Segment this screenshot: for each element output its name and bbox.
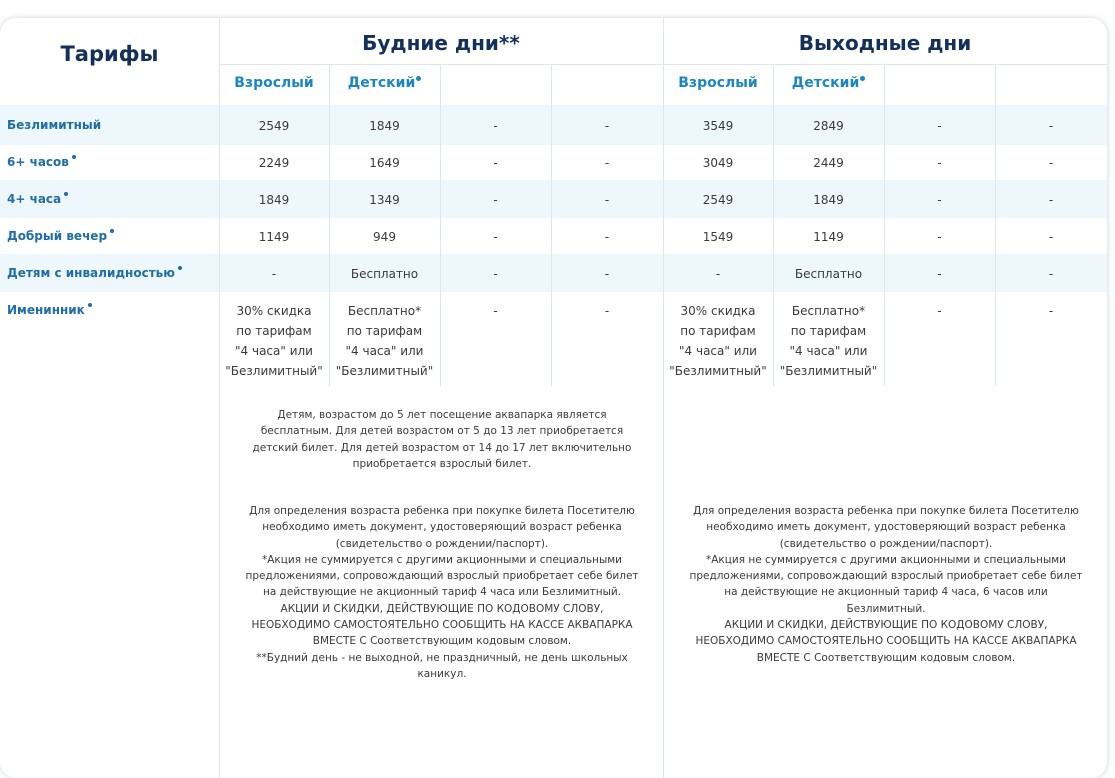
info-dot-icon[interactable]: [72, 155, 76, 159]
price-cell: 2549: [702, 193, 734, 207]
price-cell: 2449: [813, 156, 844, 170]
table-title: Тарифы: [60, 42, 159, 66]
price-cell: Бесплатно* по тарифам "4 часа" или "Безлимитный": [335, 304, 434, 378]
price-cell: -: [493, 119, 498, 133]
price-cell: -: [493, 193, 498, 207]
price-cell: -: [937, 304, 942, 318]
price-cell: 1549: [702, 230, 734, 244]
price-cell: -: [1048, 230, 1054, 244]
price-cell: -: [1048, 267, 1054, 281]
weekend-title: Выходные дни: [798, 31, 972, 55]
weekend-adult-header: Взрослый: [678, 75, 758, 91]
price-cell: -: [604, 119, 610, 133]
info-dot-icon[interactable]: [416, 76, 421, 81]
price-cell: -: [604, 230, 610, 244]
price-cell: 2549: [258, 119, 290, 133]
price-cell: -: [604, 267, 610, 281]
tariff-table: [0, 18, 1107, 778]
price-cell: -: [604, 193, 610, 207]
info-dot-icon[interactable]: [88, 303, 92, 307]
row-label: 6+ часов: [7, 155, 76, 169]
price-cell: -: [937, 156, 942, 170]
row-label: 4+ часа: [7, 192, 68, 206]
price-cell: 1849: [369, 119, 400, 133]
price-cell: 30% скидка по тарифам "4 часа" или "Безлимитный": [225, 304, 323, 378]
price-cell: 30% скидка по тарифам "4 часа" или "Безлимитный": [669, 304, 767, 378]
price-cell: -: [271, 267, 277, 281]
weekday-child-header: Детский: [329, 75, 440, 91]
price-cell: -: [715, 267, 721, 281]
price-cell: -: [493, 304, 498, 318]
price-cell: Бесплатно* по тарифам "4 часа" или "Безлимитный": [779, 304, 878, 378]
price-cell: 1149: [258, 230, 290, 244]
price-cell: 1649: [369, 156, 400, 170]
row-label: Детям с инвалидностью: [7, 266, 182, 280]
age-note: Детям, возрастом до 5 лет посещение аквапарка является бесплатным. Для детей возрастом от 5 до 13 лет приобретается детский билет. Для детей возрастом от 14 до 17 лет включительно приобретается взрослый билет.: [252, 409, 632, 470]
price-cell: -: [937, 119, 942, 133]
price-cell: 949: [373, 230, 396, 244]
grid-line: [219, 64, 1107, 65]
price-cell: -: [1048, 193, 1054, 207]
weekday-note: Для определения возраста ребенка при покупке билета Посетителю необходимо иметь документ, удостоверяющий возраст ребенка (свидетельство о рождении/паспорт). *Акция не суммируется с другими акционными и специальными предложениями, сопровождающий взрослый приобретает себе билет на действующие не акционный тариф 4 часа или Безлимитный. АКЦИИ И СКИДКИ, ДЕЙСТВУЮЩИЕ ПО КОДОВОМУ СЛОВУ, НЕОБХОДИМО САМОСТОЯТЕЛЬНО СООБЩИТЬ НА КАССЕ АКВАПАРКА ВМЕСТЕ С Соответствующим кодовым словом. **Будний день - не выходной, не праздничный, не день школьных каникул.: [245, 505, 639, 680]
price-cell: 1149: [813, 230, 844, 244]
price-cell: 1849: [258, 193, 290, 207]
price-cell: -: [937, 267, 942, 281]
price-cell: 2249: [258, 156, 290, 170]
price-cell: -: [937, 230, 942, 244]
price-cell: -: [1048, 304, 1054, 318]
price-cell: 1349: [369, 193, 400, 207]
info-dot-icon[interactable]: [64, 192, 68, 196]
info-dot-icon[interactable]: [178, 266, 182, 270]
price-cell: Бесплатно: [794, 267, 863, 281]
price-cell: -: [493, 156, 498, 170]
weekdays-title: Будние дни**: [362, 31, 520, 55]
price-cell: -: [493, 267, 498, 281]
price-cell: 2849: [813, 119, 844, 133]
row-label: Безлимитный: [7, 118, 102, 132]
info-dot-icon[interactable]: [110, 229, 114, 233]
price-cell: -: [1048, 119, 1054, 133]
price-cell: -: [493, 230, 498, 244]
row-label: Именинник: [7, 303, 92, 317]
grid-line: [884, 64, 885, 386]
info-dot-icon[interactable]: [860, 76, 865, 81]
weekend-note: Для определения возраста ребенка при покупке билета Посетителю необходимо иметь документ, удостоверяющий возраст ребенка (свидетельство о рождении/паспорт). *Акция не суммируется с другими акционными и специальными предложениями, сопровождающий взрослый приобретает себе билет на действующие не акционный тариф 4 часа, 6 часов или Безлимитный. АКЦИИ И СКИДКИ, ДЕЙСТВУЮЩИЕ ПО КОДОВОМУ СЛОВУ, НЕОБХОДИМО САМОСТОЯТЕЛЬНО СООБЩИТЬ НА КАССЕ АКВАПАРКА ВМЕСТЕ С Соответствующим кодовым словом.: [689, 505, 1083, 664]
price-cell: Бесплатно: [350, 267, 419, 281]
price-cell: -: [1048, 156, 1054, 170]
price-cell: 1849: [813, 193, 844, 207]
weekday-adult-header: Взрослый: [234, 75, 314, 91]
row-label: Добрый вечер: [7, 229, 114, 243]
price-cell: -: [937, 193, 942, 207]
grid-line: [551, 64, 552, 386]
grid-line: [995, 64, 996, 386]
price-cell: 3549: [702, 119, 734, 133]
grid-line: [440, 64, 441, 386]
price-cell: -: [604, 304, 610, 318]
price-cell: 3049: [702, 156, 734, 170]
price-cell: -: [604, 156, 610, 170]
weekend-child-header: Детский: [773, 75, 884, 91]
